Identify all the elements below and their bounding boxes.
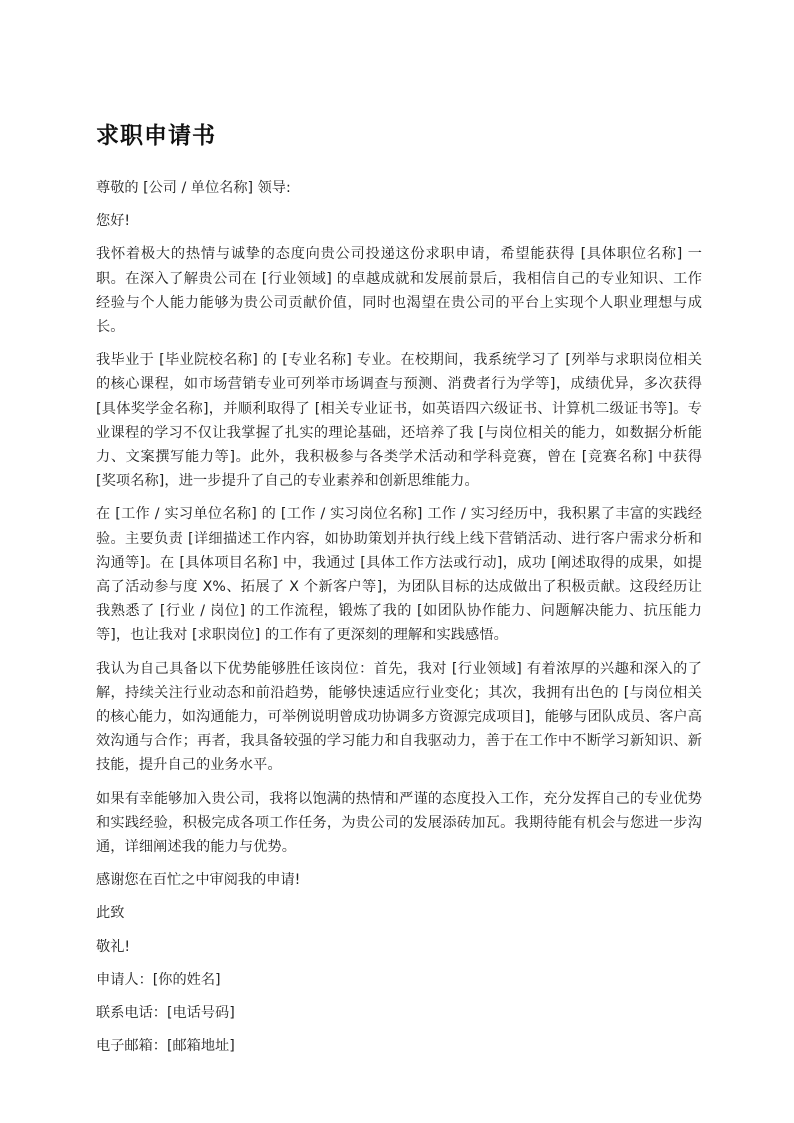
applicant-name: 申请人：[你的姓名] bbox=[96, 971, 221, 988]
paragraph-education: 我毕业于 [毕业院校名称] 的 [专业名称] 专业。在校期间，我系统学习了 [列举与求职岗位相关的核心课程，如市场营销专业可列举市场调查与预测、消费者行为学等]，成绩优异，多次获得 [具体奖学金名称]，并顺利取得了 [相关专业证书，如英语四六级证书、计算机二级证书等]。专业课程的学习不仅让我掌握了扎实的理论基础，还培养了我 [与岗位相关的能力，如数据分析能力、文案撰写能力等]。此外，我积极参与各类学术活动和学科竞赛，曾在 [竞赛名称] 中获得 [奖项名称]，进一步提升了自己的专业素养和创新思维能力。 bbox=[96, 352, 702, 490]
thanks-line: 感谢您在百忙之中审阅我的申请! bbox=[96, 872, 301, 889]
salutation: 尊敬的 [公司 / 单位名称] 领导: bbox=[96, 180, 291, 196]
closing-line-1: 此致 bbox=[96, 905, 125, 922]
contact-email: 电子邮箱：[邮箱地址] bbox=[96, 1038, 235, 1055]
paragraph-strengths: 我认为自己具备以下优势能够胜任该岗位：首先，我对 [行业领域] 有着浓厚的兴趣和深入的了解，持续关注行业动态和前沿趋势，能够快速适应行业变化；其次，我拥有出色的 [与岗位相关的核心能力，如沟通能力，可举例说明曾成功协调多方资源完成项目]，能够与团队成员、客户高效沟通与合作；再者，我具备较强的学习能力和自我驱动力，善于在工作中不断学习新知识、新技能，提升自己的业务水平。 bbox=[96, 660, 702, 774]
paragraph-intro: 我怀着极大的热情与诚挚的态度向贵公司投递这份求职申请，希望能获得 [具体职位名称] 一职。在深入了解贵公司在 [行业领域] 的卓越成就和发展前景后，我相信自己的专业知识、工作经验与个人能力能够为贵公司贡献价值，同时也渴望在贵公司的平台上实现个人职业理想与成长。 bbox=[96, 246, 702, 336]
page-title: 求职申请书 bbox=[96, 123, 216, 149]
closing-line-2: 敬礼! bbox=[96, 938, 131, 955]
paragraph-experience: 在 [工作 / 实习单位名称] 的 [工作 / 实习岗位名称] 工作 / 实习经历中，我积累了丰富的实践经验。主要负责 [详细描述工作内容，如协助策划并执行线上线下营销活动、进行客户需求分析和沟通等]。在 [具体项目名称] 中，我通过 [具体工作方法或行动]，成功 [阐述取得的成果，如提高了活动参与度 X%、拓展了 X 个新客户等]，为团队目标的达成做出了积极贡献。这段经历让我熟悉了 [行业 / 岗位] 的工作流程，锻炼了我的 [如团队协作能力、问题解决能力、抗压能力等]，也让我对 [求职岗位] 的工作有了更深刻的理解和实践感悟。 bbox=[96, 506, 702, 644]
letter-page bbox=[96, 118, 702, 1068]
contact-phone: 联系电话：[电话号码] bbox=[96, 1005, 235, 1022]
greeting: 您好! bbox=[96, 213, 131, 230]
paragraph-closing: 如果有幸能够加入贵公司，我将以饱满的热情和严谨的态度投入工作，充分发挥自己的专业优势和实践经验，积极完成各项工作任务，为贵公司的发展添砖加瓦。我期待能有机会与您进一步沟通，详细阐述我的能力与优势。 bbox=[96, 790, 702, 856]
